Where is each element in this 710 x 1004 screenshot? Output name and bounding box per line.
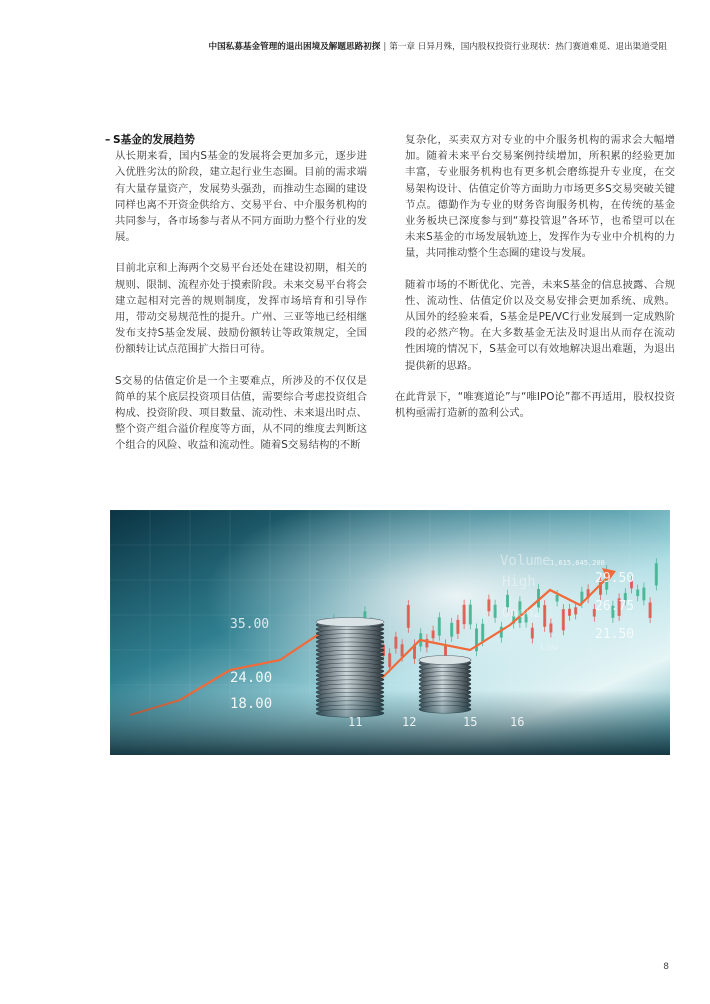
left-paragraph-1: 从长期来看，国内S基金的发展将会更加多元，逐步进入优胜劣汰的阶段，建立起行业生态圈。目前的需求端有大量存量资产，发展势头强劲，而推动生态圈的建设同样也离不开资金供给方、交易平台、中介服务机构的共同参与，各市场参与者从不同方面助力整个行业的发展。 <box>115 150 367 244</box>
left-paragraph-2: 目前北京和上海两个交易平台还处在建设初期，相关的规则、限制、流程亦处于摸索阶段。未来交易平台将会建立起相对完善的规则制度，发挥市场培育和引导作用，带动交易规范性的提升。广州、三亚等地已经相继发布支持S基金发展、鼓励份额转让等政策规定，全国份额转让试点范围扩大指日可待。 <box>115 262 367 356</box>
candle-body <box>531 628 534 639</box>
header-separator: | <box>383 42 387 52</box>
candle-body <box>636 590 639 597</box>
candle-body <box>562 609 565 630</box>
right-paragraph-2: 随着市场的不断优化、完善，未来S基金的信息披露、合规性、流动性、估值定价以及交易安排会更加系统、成熟。从国外的经验来看，S基金是PE/VC行业发展到一定成熟阶段的必然产物。在大多数基金无法及时退出从而存在流动性困境的情况下，S基金可以有效地解决退出难题，为退出提供新的思路。 <box>405 278 675 372</box>
axis-label-2: 12 <box>402 715 417 729</box>
left-column <box>105 132 367 469</box>
coin-top <box>419 656 471 665</box>
header-chapter: 第一章 日异月殊，国内股权投资行业现状：热门赛道难觅、退出渠道受阻 <box>389 42 667 52</box>
big-number-2: 24.00 <box>230 670 273 686</box>
header-title: 中国私募基金管理的退出困境及解题思路初探 <box>208 42 381 52</box>
section-dash: – <box>105 134 111 146</box>
candle-body <box>456 620 459 634</box>
finance-illustration <box>110 510 670 755</box>
right-number-3: 21.50 <box>595 627 635 642</box>
axis-label-4: 16 <box>510 715 525 729</box>
axis-label-3: 15 <box>463 715 478 729</box>
candle-body <box>481 624 484 642</box>
right-paragraph-3: 在此背景下，“唯赛道论”与“唯IPO论”都不再适用，股权投资机构亟需打造新的盈利公式。 <box>395 390 675 420</box>
big-number-1: 35.00 <box>230 617 270 632</box>
candle-body <box>394 637 397 649</box>
candle-body <box>642 588 645 601</box>
right-paragraph-1: 复杂化，买卖双方对专业的中介服务机构的需求会大幅增加。随着未来平台交易案例持续增加，所积累的经验更加丰富，专业服务机构也有更多机会磨练提升专业度，在交易架构设计、估值定价等方面助力市场更多S交易突破关键节点。德勤作为专业的财务咨询服务机构，在传统的基金业务板块已深度参与到“募投管退”各环节，也希望可以在未来S基金的市场发展轨迹上，发挥作为专业中介机构的力量，共同推动整个生态圈的建设与发展。 <box>405 134 675 260</box>
candle-body <box>649 602 652 618</box>
candle-body <box>388 653 391 667</box>
overlay-word-2: High <box>502 574 536 590</box>
right-number-2: 26.75 <box>595 599 635 614</box>
candle-body <box>494 605 497 618</box>
axis-label-1: 11 <box>348 715 363 729</box>
candle-body <box>432 631 435 639</box>
big-number-3: 18.00 <box>230 696 273 712</box>
candle-body <box>438 617 441 635</box>
candle-body <box>401 644 404 656</box>
candle-body <box>407 605 410 628</box>
page-number: 8 <box>663 962 669 972</box>
candle-body <box>543 605 546 627</box>
candle-body <box>574 607 577 614</box>
candle-body <box>463 605 466 624</box>
overlay-word-1: Volume <box>500 553 551 569</box>
candle-body <box>655 563 658 585</box>
overlay-word-3: Open2 <box>502 606 542 621</box>
candle-body <box>556 595 559 601</box>
running-header <box>150 40 667 52</box>
right-number-1: 29.50 <box>595 571 635 586</box>
finance-illustration-svg <box>110 510 670 755</box>
candle-body <box>568 609 571 616</box>
left-paragraph-3: S交易的估值定价是一个主要难点，所涉及的不仅仅是简单的某个底层投资项目估值，需要综合考虑投资组合构成、投资阶段、项目数量、流动性、未来退出时点、整个资产组合溢价程度等方面，从不同的维度去判断这个组合的风险、收益和流动性。随着S交易结构的不断 <box>115 374 367 452</box>
candle-body <box>469 605 472 625</box>
overlay-word-4: Low <box>540 642 559 653</box>
coin-top <box>316 618 384 627</box>
candle-body <box>487 599 490 611</box>
candle-body <box>549 623 552 632</box>
top-number: 1,615,645,200 <box>550 559 605 567</box>
figure-floor <box>110 690 670 755</box>
section-heading <box>105 132 367 148</box>
right-column <box>395 132 675 436</box>
section-title: S基金的发展趋势 <box>113 134 195 146</box>
candle-body <box>450 623 453 637</box>
